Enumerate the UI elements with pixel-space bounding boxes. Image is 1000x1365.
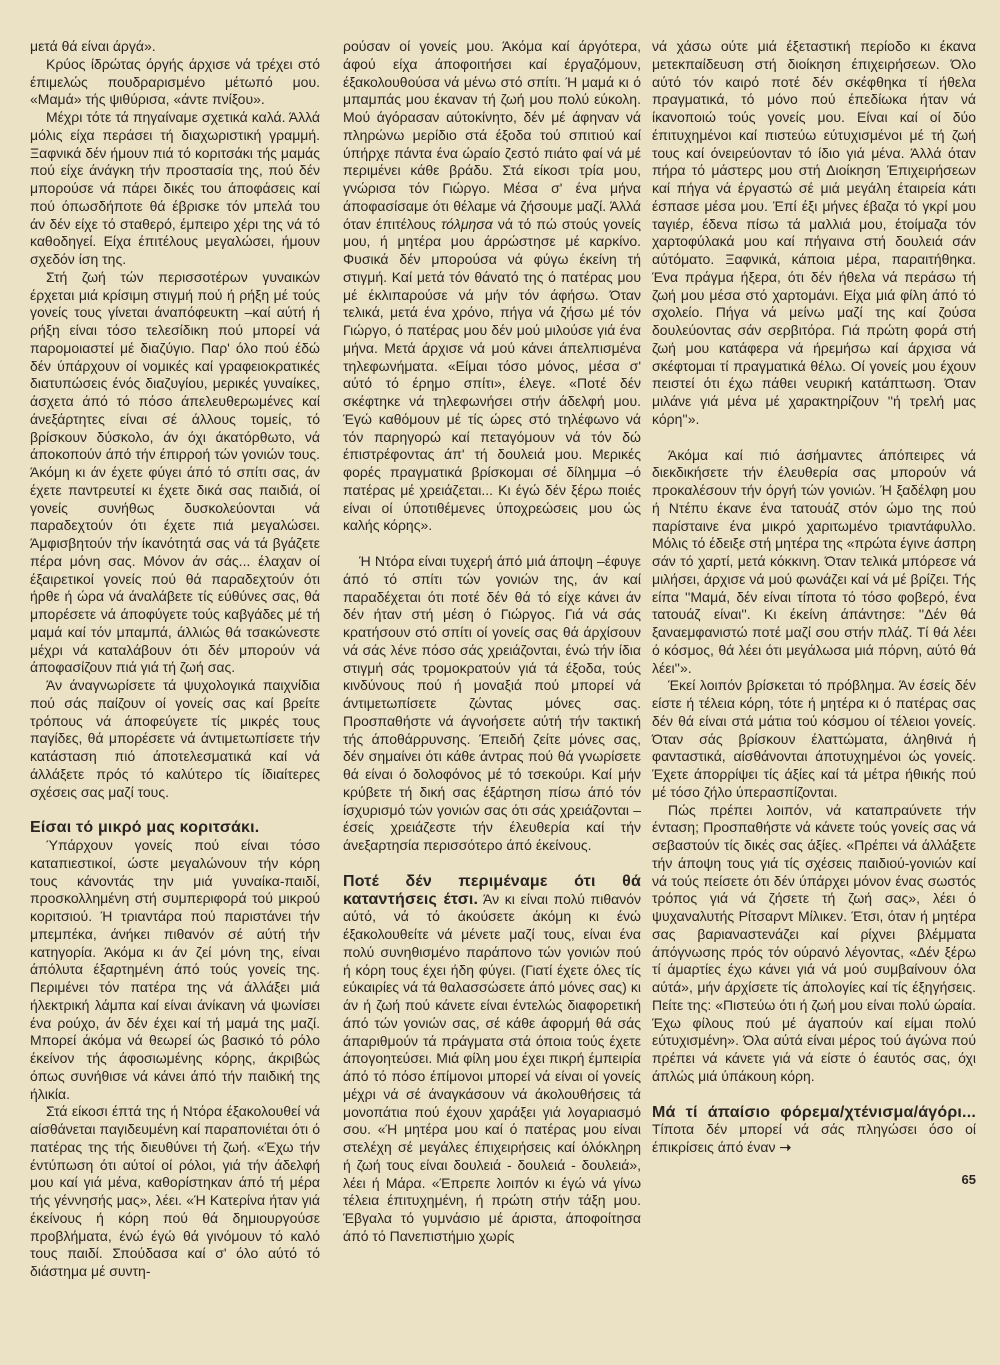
column-2 — [343, 38, 641, 1246]
paragraph: μετά θά είναι άργά». — [30, 38, 156, 54]
section-heading: Ποτέ δέν περιμέναμε ότι θά καταντήσεις έτσι. — [343, 872, 641, 908]
paragraph: Άκόμα καί πιό άσήμαντες άπόπειρες νά διεκδικήσετε τήν έλευθερία σας μπορούν νά προκαλέσουν τήν όργή τών γονιών. Ή ξαδέλφη μου ή Ντέπυ έκανε ένα τατουάζ στόν ώμο της πού παρίσταινε ένα μικρό χαριτωμένο τριαντάφυλλο. Μόλις τό έδειξε στή μητέρα της «πρώτα έγινε άσπρη σάν τό χαρτί, μετά κόκκινη. Όταν τελικά μπόρεσε νά μιλήσει, άρχισε νά μού φωνάζει καί νά μέ βρίζει. Τής είπα ''Μαμά, δέν είναι τίποτα τό τόσο φοβερό, ένα τατουάζ είναι''. Κι έκείνη άπάντησε: ''Δέν θά ξαναεμφανιστώ ποτέ μαζί σου στήν πλάζ. Τί θά λέει ό κόσμος, θά λέει ότι μεγάλωσα μιά πόρνη, αύτό θά λέει''». — [652, 446, 976, 676]
column-3-top — [652, 38, 976, 429]
column-1-top — [30, 38, 320, 801]
paragraph — [343, 38, 641, 535]
paragraph: Έκεί λοιπόν βρίσκεται τό πρόβλημα. Άν έσείς δέν είστε ή τέλεια κόρη, τότε ή μητέρα κι ό πατέρας σας δέν θά είναι στά μάτια τού κόσμου οί τέλειοι γονείς. Όταν σάς βρίσκουν έλαττώματα, άληθινά ή φανταστικά, αίσθάνονται άποτυχημένοι ώς γονείς. Έχετε άπορρίψει τίς άξίες καί τά μέτρα ήθικής πού μέ τόσο ζήλο ύπερασπίζονται. — [652, 677, 976, 800]
paragraph — [652, 1104, 976, 1157]
italic-text: τόλμησα — [440, 215, 493, 232]
paragraph: Πώς πρέπει λοιπόν, νά καταπραύνετε τήν ένταση; Προσπαθήστε νά κάνετε τούς γονείς σας νά σεβαστούν τίς δικές σας άξίες. «Πρέπει νά άλλάξετε τήν άποψη τους γιά τίς σχέσεις παιδιού-γονιών καί νά τούς πείσετε ότι δέν ύπάρχει μόνον ένας σωστός τρόπος γιά νά ζήσετε τή ζωή σας», λέει ό ψυχαναλυτής Ρίτσαρντ Μίλικεν. Έτσι, όταν ή μητέρα σας βαριαναστενάζει καί ρίχνει βλέμματα άπόγνωσης πρός τόν ούρανό λέγοντας, «Δέν ξέρω τί άμαρτίες έχω κάνει γιά νά μού συμβαίνουν όλα αύτά», μήν άρχίσετε τίς άπολογίες καί τίς έξηγήσεις. Πείτε της: «Πιστεύω ότι ή ζωή μου είναι πολύ ώραία. Έχω φίλους πού μέ άγαπούν καί είμαι πολύ εύτυχισμένη». Όλα αύτά είναι μέρος τού άγώνα πού πρέπει νά κάνετε γιά νά είστε ό έαυτός σας, όχι άπλώς μιά ύπάκουη κόρη. — [652, 801, 976, 1084]
column-1 — [30, 38, 320, 1281]
paragraph: Κρύος ίδρώτας όργής άρχισε νά τρέχει στό έπιμελώς πουδραρισμένο μέτωπό μου. «Μαμά» τής ψιθύρισα, «άντε πνίξου». — [30, 55, 320, 108]
paragraph — [343, 873, 641, 1246]
text: Τίποτα δέν μπορεί νά σάς πληγώσει όσο οί έπικρίσεις άπό έναν — [652, 1121, 976, 1155]
paragraph: Ύπάρχουν γονείς πού είναι τόσο καταπιεστικοί, ώστε μεγαλώνουν τήν κόρη τους κάνοντάς την μιά γυναίκα-παιδί, προσκολλημένη στή συμπεριφορά τού μικρού κοριτσιού. Ή τριαντάρα πού παριστάνει τήν μπεμπέκα, άνήκει πιθανόν σέ αύτή τήν κατηγορία. Άκόμα κι άν ζεί μόνη της, είναι άπόλυτα έξαρτημένη άπό τούς γονείς της. Περιμένει τόν πατέρα της νά άλλάξει μιά ήλεκτρική λάμπα καί είναι άνίκανη νά ψωνίσει ένα ρούχο, άν δέν έχει καί τή μαμά της μαζί. Μπορεί άκόμα νά θεωρεί ώς βασικό τό ρόλο έκείνον τής άφοσιωμένης κόρης, άκριβώς όπως συνήθισε νά κάνει άπό τήν παιδική της ήλικία. — [30, 837, 320, 1102]
column-2-top — [343, 38, 641, 535]
section-heading: Είσαι τό μικρό μας κοριτσάκι. — [30, 819, 260, 837]
column-1-section — [30, 819, 320, 1281]
column-3-section — [652, 1104, 976, 1157]
paragraph: Στά είκοσι έπτά της ή Ντόρα έξακολουθεί νά αίσθάνεται παγιδευμένη καί παραπονιέται ότι ό πατέρας της τής διευθύνει τή ζωή. «Έχω τήν έντύπωση ότι αύτοί οί ρόλοι, γιά τήν άδελφή μου καί γιά μένα, καθορίστηκαν άπό τή μέρα τής γέννησής μας», λέει. «Ή Κατερίνα ήταν γιά έκείνους ή κόρη πού θά δημιουργούσε προβλήματα, ένώ έγώ θά γινόμουν τό καλό τους παιδί. Σπούδασα καί σ' όλο αύτό τό διάστημα μέ συντη- — [30, 1103, 320, 1279]
text: Άν κι είναι πολύ πιθανόν αύτό, νά τό άκούσετε άκόμη κι ένώ έξακολουθείτε νά μένετε μαζί τους, είναι ένα πολύ συνηθισμένο παράπονο τών γονιών πού ή κόρη τους έχει ήδη φύγει. (Γιατί έχετε όλες τίς εύκαιρίες νά τά θαλασσώσετε άπό μόνες σας) κι άν ή ζωή πού κάνετε είναι έντελώς διαφορετική άπό τών γονιών σας, σέ κάθε άφορμή θά σάς άπαριθμούν τά πράγματα στά όποια τούς έχετε άπογοητεύσει. Μιά φίλη μου έχει πικρή έμπειρία άπό τό πόσο έπίμονοι μπορεί νά είναι οί γονείς μέχρι νά σέ άναγκάσουν νά άκολουθήσεις τά μονοπάτια πού έχουν χαράξει γιά λογαριασμό σου. «Ή μητέρα μου καί ό πατέρας μου είναι στελέχη σέ μεγάλες έπιχειρήσεις καί όλόκληρη ή ζωή τους είναι δουλειά - δουλειά - δουλειά», λέει ή Μάρα. «Έπρεπε λοιπόν κι έγώ νά γίνω τέλεια έπιτυχημένη, ή πρώτη στήν τάξη μου. Έβγαλα τό γυμνάσιο μέ άριστα, άποφοίτησα άπό τό Πανεπιστήμιο χωρίς — [343, 890, 641, 1244]
paragraph: Ή Ντόρα είναι τυχερή άπό μιά άποψη –έφυγε άπό τό σπίτι τών γονιών της, άν καί παραδέχεται ότι ποτέ δέν θά τό είχε κάνει άν δέν ήταν στή μέση ό Γιώργος. Γιά νά σάς κρατήσουν στό σπίτι οί γονείς σας θά άρχίσουν νά σάς λένε πόσο σάς χρειάζονται, ένώ τήν ίδια στιγμή σάς τρομοκρατούν γιά τά έξοδα, τούς κινδύνους πού ή μοναξιά πού μπορεί νά άντιμετωπίσετε ζώντας μόνες σας. Προσπαθήστε νά άγνοήσετε αύτή τήν τακτική τής άποθάρρυνσης. Έπειδή ζείτε μόνες σας, δέν σημαίνει ότι κάθε άντρας πού θά γνωρίσετε θά είναι ό δολοφόνος μέ τό τσεκούρι. Καί μήν κρύβετε τή δική σας έξάρτηση πίσω άπό τόν ίσχυρισμό τών γονιών σας ότι σάς χρειάζονται –έσείς χρειάζεστε τήν έλευθερία καί τήν άνεξαρτησία περισσότερο άπό έκείνους. — [343, 553, 641, 853]
column-2-section — [343, 873, 641, 1246]
paragraph: Στή ζωή τών περισσοτέρων γυναικών έρχεται μιά κρίσιμη στιγμή πού ή ρήξη μέ τούς γονείς τους γίνεται άναπόφευκτη –καί αύτή ή ρήξη είναι τόσο τελεσίδικη πού μπορεί νά παρομοιαστεί μέ διαζύγιο. Παρ' όλο πού έδώ δέν ύπάρχουν οί νομικές καί γραφειοκρατικές διατυπώσεις ένός διαζυγίου, μερικές γυναίκες, άσχετα άπό τό πόσο άπελευθερωμένες καί άνεξάρτητες είναι σέ άλλους τομείς, τό βρίσκουν δύσκολο, άν όχι άκατόρθωτο, νά άποκοπούν άπό τήν έπιρροή τών γονιών τους. Άκόμη κι άν έχετε φύγει άπό τό σπίτι σας, άν έχετε παντρευτεί κι έχετε δικά σας παιδιά, οί γονείς συνήθως δυσκολεύονται νά παραδεχτούν ότι έχετε πιά μεγαλώσει. Άμφισβητούν τήν ίκανότητά σας νά τά βγάζετε πέρα μόνη σας. Μόνον άν σάς... έλαχαν οί έξαιρετικοί γονείς πού θά παραδεχτούν ότι ήρθε ή ώρα νά άναλάβετε τίς εύθύνες σας, θά μπορέσετε νά άποφύγετε τούς καβγάδες μέ τή μαμά καί τόν μπαμπά, άλλιώς θά τσακώνεστε μέχρι νά καταλάβουν ότι δέν μπορούν νά άποφασίζουν πιά γιά τή ζωή σας. — [30, 268, 320, 676]
page-number: 65 — [961, 1171, 976, 1187]
text: νά τό πώ στούς γονείς μου, ή μητέρα μου άρρώστησε μέ καρκίνο. Φυσικά δέν μπορούσα νά φύγω έκείνη τή στιγμή. Καί μετά τόν θάνατό της ό πατέρας μου μέ έκλιπαρούσε νά μήν τόν άφήσω. Όταν τελικά, μετά ένα χρόνο, πήγα νά ζήσω μέ τόν Γιώργο, ό πατέρας μου δέν μού μιλούσε γιά ένα μήνα. Μετά άρχισε νά μού κάνει άπελπισμένα τηλεφωνήματα. «Είμαι τόσο μόνος, μέσα σ' αύτό τό έρημο σπίτι», έλεγε. «Ποτέ δέν σκέφτηκε νά τηλεφωνήσει στήν άδελφή μου. Έγώ καθόμουν μέ τίς ώρες στό τηλέφωνο νά τόν παρηγορώ καί πεταγόμουν νά τόν δώ έπιστρέφοντας άπ' τή δουλειά μου. Μερικές φορές πραγματικά βρίσκομαι σέ δίλημμα –ό πατέρας μέ χρειάζεται... Κι έγώ δέν ξέρω ποιές είναι οί ύποτιθέμενες ύποχρεώσεις μου ώς καλής κόρης». — [343, 215, 641, 534]
paragraph: νά χάσω ούτε μιά έξεταστική περίοδο κι έκανα μετεκπαίδευση στή διοίκηση έπιχειρήσεων. Όλο αύτό τόν καιρό ποτέ δέν σκέφθηκα τί ήθελα πραγματικά, τό μόνο πού έπεδίωκα ήταν νά ίκανοποιώ τούς γονείς μου. Είναι καί οί δύο έπιτυχημένοι καί πιστεύω εύτυχισμένοι μέ τή ζωή τους καί όνειρεύονταν τό ίδιο γιά μένα. Άλλά όταν πήρα τό μάστερς μου στή Διοίκηση Έπιχειρήσεων καί πήγα νά έργαστώ σέ μιά μεγάλη έταιρεία κάτι έσπασε μέσα μου. Έπί έξι μήνες έβαζα τό γκρί μου ταγιέρ, έδενα πίσω τά μαλλιά μου, έτοίμαζα τόν χαρτοφύλακά μου καί πήγαινα στή δουλειά σάν αύτόματο. Ξαφνικά, κάποια μέρα, παραιτήθηκα. Ένα πράγμα ήξερα, ότι δέν ήθελα νά περάσω τή ζωή μου μέσα στό χαρτομάνι. Είχα μιά φίλη άπό τό σχολείο. Πήγα νά μείνω μαζί της καί ζούσα δουλεύοντας σάν σερβιτόρα. Γιά πρώτη φορά στή ζωή μου κατάφερα νά ήρεμήσω καί άρχισα νά σκέφτομαι τί πραγματικά θέλω. Οί γονείς μου έχουν πειστεί ότι έχω πάθει νευρική κατάπτωση. Όταν μιλάνε γιά μένα μέ χαρακτηρίζουν ''ή τρελή μας κόρη''». — [652, 38, 976, 427]
section-heading: Μά τί άπαίσιο φόρεμα/χτένισμα/άγόρι... — [652, 1103, 976, 1121]
paragraph: Μέχρι τότε τά πηγαίναμε σχετικά καλά. Άλλά μόλις είχα περάσει τή διαχωριστική γραμμή. Ξαφνικά δέν ήμουν πιά τό κοριτσάκι τής μαμάς πού είχε άνάγκη τήν προστασία της, πού δέν μπορούσε νά πάρει δικές του άποφάσεις καί πού όπωσδήποτε θά έβρισκε τόν μπελά του άν δέν είχε τό σταθερό, έμπειρο χέρι της νά τό καθοδηγεί. Είχα έπιτέλους μεγαλώσει, ήμουν σχεδόν ίση της. — [30, 109, 320, 267]
column-2-middle — [343, 553, 641, 855]
arrow-right-icon: ➝ — [779, 1139, 792, 1155]
column-3-middle — [652, 447, 976, 1086]
text: ρούσαν οί γονείς μου. Άκόμα καί άργότερα, άφού είχα άποφοιτήσει καί έργαζόμουν, έξακολουθούσα νά μένω στό σπίτι. Ή μαμά κι ό μπαμπάς μου έκαναν τή ζωή μου πολύ εύκολη. Μού άγόρασαν αύτοκίνητο, δέν μέ άφηναν νά πληρώνω μερίδιο στά έξοδα τού σπιτιού καί ύπήρχε πάντα ένα ώραίο ζεστό πιάτο φαί νά μέ περιμένει κάθε βράδυ. Στά είκοσι τρία μου, γνώρισα τόν Γιώργο. Μέσα σ' ένα μήνα άποφασίσαμε ότι θέλαμε νά ζήσουμε μαζί. Άλλά όταν έπιτέλους — [343, 38, 641, 232]
paragraph: Άν άναγνωρίσετε τά ψυχολογικά παιχνίδια πού σάς παίζουν οί γονείς σας καί βρείτε τρόπους νά άποφεύγετε τίς μικρές τους παγίδες, θά μπορέσετε νά άντιμετωπίσετε τήν κατάσταση πιό άποτελεσματικά καί νά άλλάξετε πρός τό καλύτερο τίς ίδιαίτερες σχέσεις σας μαζί τους. — [30, 677, 320, 800]
column-3 — [652, 38, 976, 1189]
